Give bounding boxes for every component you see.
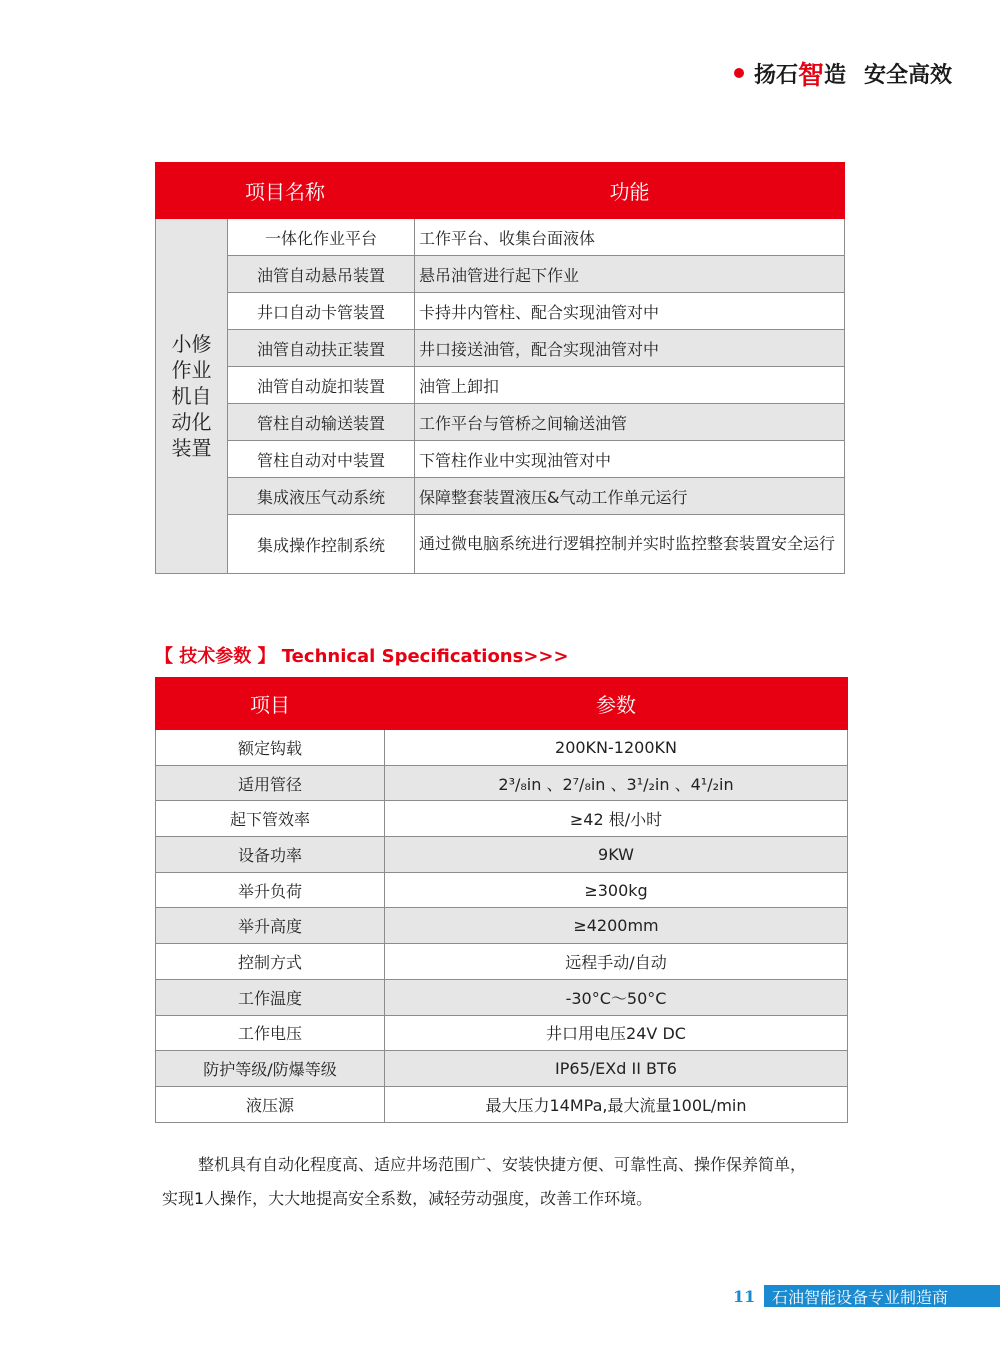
component-name: 井口自动卡管装置 xyxy=(228,293,415,330)
component-name: 集成操作控制系统 xyxy=(228,515,415,574)
table-row xyxy=(156,1086,848,1122)
summary-paragraph xyxy=(162,1148,842,1216)
spec-table-header xyxy=(156,678,848,730)
component-name: 管柱自动输送装置 xyxy=(228,404,415,441)
spec-value: 井口用电压24V DC xyxy=(385,1015,848,1051)
spec-value: 9KW xyxy=(385,837,848,873)
slogan-highlight: 智 xyxy=(797,60,824,91)
component-function: 下管柱作业中实现油管对中 xyxy=(415,441,845,478)
component-function: 悬吊油管进行起下作业 xyxy=(415,256,845,293)
spec-value: -30°C～50°C xyxy=(385,979,848,1015)
spec-value: IP65/EXd II BT6 xyxy=(385,1051,848,1087)
table-row xyxy=(156,478,845,515)
slogan-part-c: 安全高效 xyxy=(863,62,952,88)
table-row xyxy=(156,404,845,441)
component-name: 集成液压气动系统 xyxy=(228,478,415,515)
spec-item: 举升高度 xyxy=(156,908,385,944)
spec-item: 工作电压 xyxy=(156,1015,385,1051)
component-name: 油管自动扶正装置 xyxy=(228,330,415,367)
spec-value: ≥4200mm xyxy=(385,908,848,944)
spec-value: 200KN-1200KN xyxy=(385,730,848,766)
table-row xyxy=(156,367,845,404)
spec-value: 最大压力14MPa,最大流量100L/min xyxy=(385,1086,848,1122)
table-row xyxy=(156,256,845,293)
header-item: 项目 xyxy=(156,678,385,730)
table-row xyxy=(156,515,845,574)
component-name: 管柱自动对中装置 xyxy=(228,441,415,478)
summary-line-2: 实现1人操作，大大地提高安全系数，减轻劳动强度，改善工作环境。 xyxy=(162,1189,653,1208)
component-function: 卡持井内管柱、配合实现油管对中 xyxy=(415,293,845,330)
spec-item: 适用管径 xyxy=(156,765,385,801)
component-function: 油管上卸扣 xyxy=(415,367,845,404)
table-row xyxy=(156,837,848,873)
brand-slogan xyxy=(734,58,952,91)
page-footer xyxy=(733,1285,1000,1307)
slogan-part-a: 扬石 xyxy=(753,62,798,88)
table-row xyxy=(156,908,848,944)
spec-value: 2³/₈in 、2⁷/₈in 、3¹/₂in 、4¹/₂in xyxy=(385,765,848,801)
category-label: 小修作业机自动化装置 xyxy=(171,332,212,460)
component-name: 油管自动悬吊装置 xyxy=(228,256,415,293)
component-function: 通过微电脑系统进行逻辑控制并实时监控整套装置安全运行 xyxy=(415,515,845,574)
table-row xyxy=(156,765,848,801)
slogan-part-b: 造 xyxy=(823,62,846,88)
table-row xyxy=(156,441,845,478)
spec-section-title: 【 技术参数 】 Technical Specifications>>> xyxy=(155,646,569,667)
table-row xyxy=(156,801,848,837)
component-function: 工作平台与管桥之间输送油管 xyxy=(415,404,845,441)
bullet-dot-icon xyxy=(734,68,744,78)
spec-item: 额定钩载 xyxy=(156,730,385,766)
component-function: 井口接送油管，配合实现油管对中 xyxy=(415,330,845,367)
spec-item: 液压源 xyxy=(156,1086,385,1122)
spec-item: 起下管效率 xyxy=(156,801,385,837)
table-row xyxy=(156,1015,848,1051)
component-function: 保障整套装置液压&气动工作单元运行 xyxy=(415,478,845,515)
component-table xyxy=(155,162,845,574)
header-function: 功能 xyxy=(415,163,845,219)
spec-value: ≥42 根/小时 xyxy=(385,801,848,837)
spec-item: 工作温度 xyxy=(156,979,385,1015)
spec-item: 防护等级/防爆等级 xyxy=(156,1051,385,1087)
table-row xyxy=(156,872,848,908)
footer-tagline: 石油智能设备专业制造商 xyxy=(761,1285,1000,1307)
spec-value: ≥300kg xyxy=(385,872,848,908)
spec-table xyxy=(155,677,848,1123)
table-row xyxy=(156,293,845,330)
component-table-header xyxy=(156,163,845,219)
table-row xyxy=(156,979,848,1015)
table-row xyxy=(156,730,848,766)
table-row xyxy=(156,330,845,367)
table-row xyxy=(156,944,848,980)
table-row xyxy=(156,1051,848,1087)
component-name: 一体化作业平台 xyxy=(228,219,415,256)
spec-item: 设备功率 xyxy=(156,837,385,873)
spec-value: 远程手动/自动 xyxy=(385,944,848,980)
component-function: 工作平台、收集台面液体 xyxy=(415,219,845,256)
header-item-name: 项目名称 xyxy=(156,163,415,219)
component-name: 油管自动旋扣装置 xyxy=(228,367,415,404)
category-cell xyxy=(156,219,228,574)
spec-item: 控制方式 xyxy=(156,944,385,980)
spec-item: 举升负荷 xyxy=(156,872,385,908)
page-number: 11 xyxy=(733,1286,756,1306)
header-param: 参数 xyxy=(385,678,848,730)
table-row xyxy=(156,219,845,256)
summary-line-1: 整机具有自动化程度高、适应井场范围广、安装快捷方便、可靠性高、操作保养简单， xyxy=(198,1155,807,1174)
